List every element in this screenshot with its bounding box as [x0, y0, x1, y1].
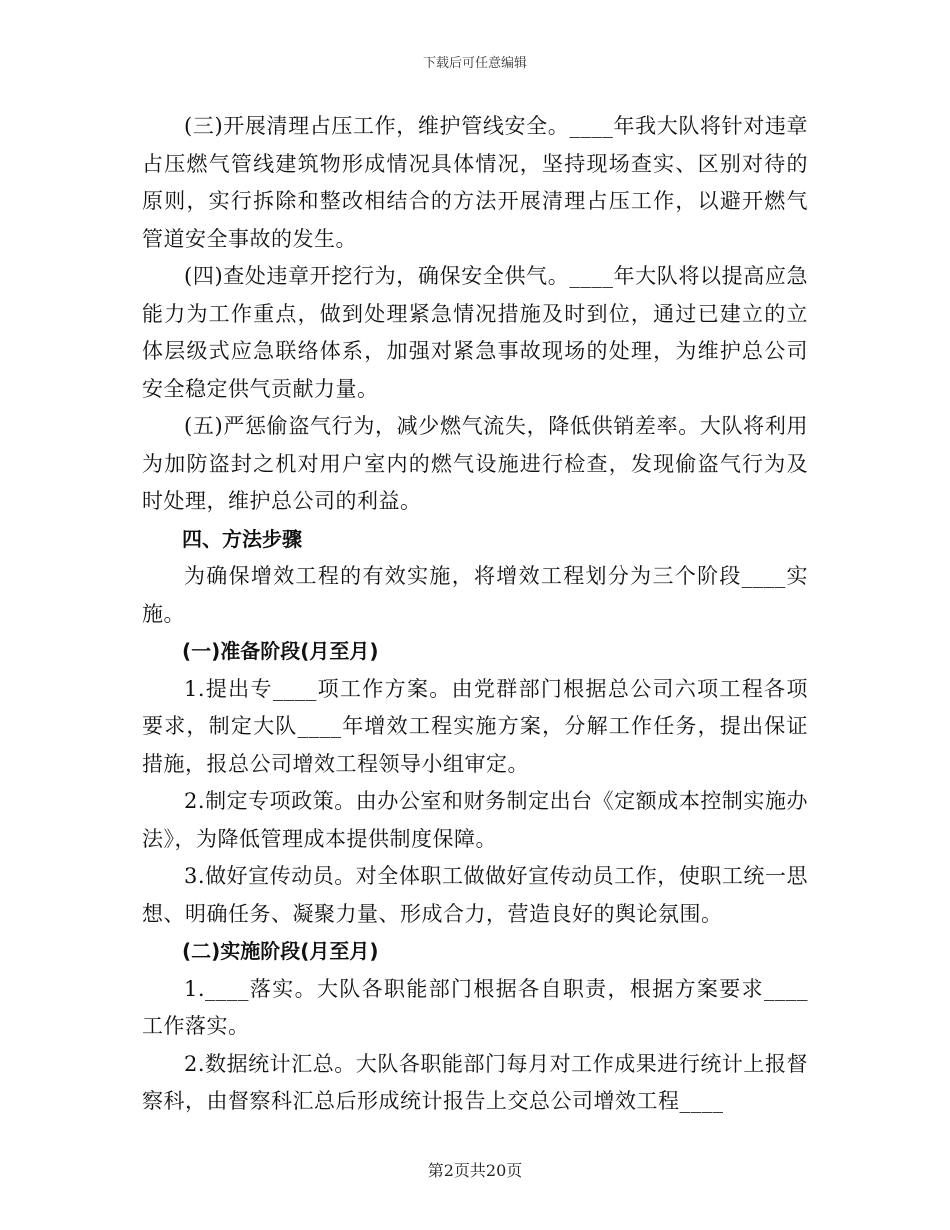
list-item-work-plan: 1.提出专____项工作方案。由党群部门根据总公司六项工程各项要求，制定大队____年增效工程实施方案，分解工作任务，提出保证措施，报总公司增效工程领导小组审定。 [142, 676, 808, 776]
list-item-implementation: 1.____落实。大队各职能部门根据各自职责，根据方案要求____工作落实。 [142, 976, 808, 1038]
paragraph-clear-occupation: (三)开展清理占压工作，维护管线安全。____年我大队将针对违章占压燃气管线建筑物形成情况具体情况，坚持现场查实、区别对待的原则，实行拆除和整改相结合的方法开展清理占压工作，以避开燃气管道安全事故的发生。 [142, 114, 808, 251]
list-item-statistics: 2.数据统计汇总。大队各职能部门每月对工作成果进行统计上报督察科，由督察科汇总后形成统计报告上交总公司增效工程____ [142, 1051, 808, 1113]
list-item-publicity: 3.做好宣传动员。对全体职工做做好宣传动员工作，使职工统一思想、明确任务、凝聚力量、形成合力，营造良好的舆论氛围。 [142, 864, 808, 926]
stage-title-implementation: (二)实施阶段(月至月) [182, 939, 379, 963]
paragraph-gas-theft: (五)严惩偷盗气行为，减少燃气流失，降低供销差率。大队将利用为加防盗封之机对用户室内的燃气设施进行检查，发现偷盗气行为及时处理，维护总公司的利益。 [142, 414, 808, 513]
page-footer-number: 第2页共20页 [427, 1161, 523, 1180]
stage-title-preparation: (一)准备阶段(月至月) [182, 639, 379, 663]
document-body [142, 108, 808, 1121]
section-title-methods: 四、方法步骤 [182, 526, 302, 551]
list-item-policy: 2.制定专项政策。由办公室和财务制定出台《定额成本控制实施办法》，为降低管理成本提供制度保障。 [142, 789, 808, 851]
page-header-note: 下载后可任意编辑 [422, 56, 527, 71]
paragraph-methods-intro: 为确保增效工程的有效实施，将增效工程划分为三个阶段____实施。 [142, 564, 808, 626]
paragraph-illegal-excavation: (四)查处违章开挖行为，确保安全供气。____年大队将以提高应急能力为工作重点，做到处理紧急情况措施及时到位，通过已建立的立体层级式应急联络体系，加强对紧急事故现场的处理，为维护总公司安全稳定供气贡献力量。 [142, 264, 808, 401]
